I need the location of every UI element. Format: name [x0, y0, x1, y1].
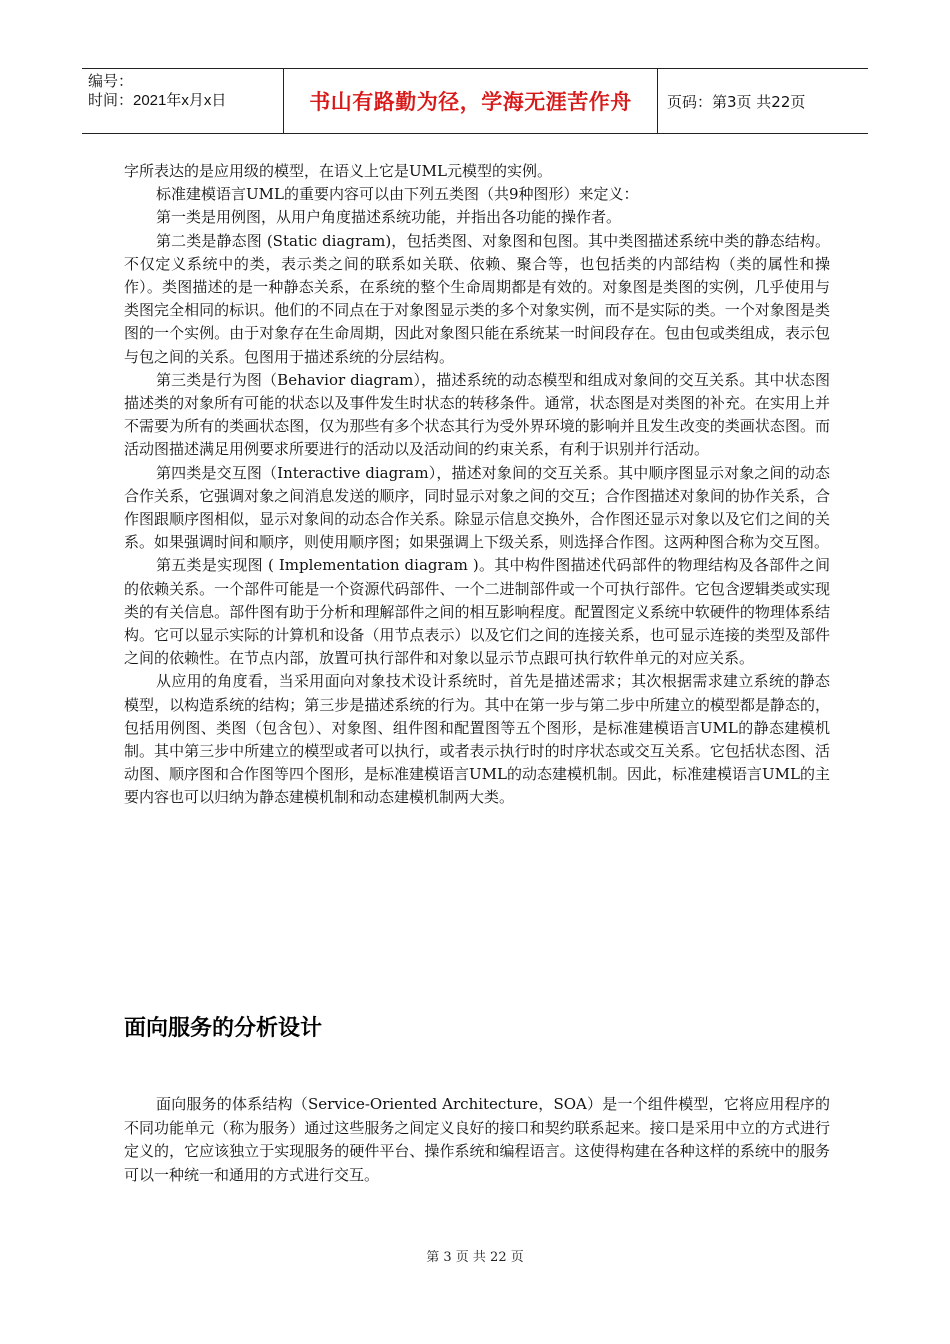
body-paragraph: 从应用的角度看，当采用面向对象技术设计系统时，首先是描述需求；其次根据需求建立系统的静态模型，以构造系统的结构；第三步是描述系统的行为。其中在第一步与第二步中所建立的模型都是静态的，包括用例图、类图（包含包）、对象图、组件图和配置图等五个图形，是标准建模语言UML的静态建模机制。其中第三步中所建立的模型或者可以执行，或者表示执行时的时序状态或交互关系。它包括状态图、活动图、顺序图和合作图等四个图形，是标准建模语言UML的动态建模机制。因此，标准建模语言UML的主要内容也可以归纳为静态建模机制和动态建模机制两大类。 [124, 672, 830, 807]
body-paragraph: 标准建模语言UML的重要内容可以由下列五类图（共9种图形）来定义： [156, 185, 639, 204]
body-paragraph: 字所表达的是应用级的模型，在语义上它是UML元模型的实例。 [124, 162, 552, 180]
page-footer: 第 3 页 共 22 页 [426, 1250, 524, 1265]
section-paragraph: 面向服务的体系结构（Service-Oriented Architecture，SOA）是一个组件模型，它将应用程序的不同功能单元（称为服务）通过这些服务之间定义良好的接口和契约联系起来。接口是采用中立的方式进行定义的，它应该独立于实现服务的硬件平台、操作系统和编程语言。这使得构建在各种这样的系统中的服务可以一种统一和通用的方式进行交互。 [124, 1095, 830, 1184]
body-paragraph: 第二类是静态图 (Static diagram)，包括类图、对象图和包图。其中类图描述系统中类的静态结构。不仅定义系统中的类，表示类之间的联系如关联、依赖、聚合等，也包括类的内部结构（类的属性和操作）。类图描述的是一种静态关系，在系统的整个生命周期都是有效的。对象图是类图的实例，几乎使用与类图完全相同的标识。他们的不同点在于对象图显示类的多个对象实例，而不是实际的类。一个对象图是类图的一个实例。由于对象存在生命周期，因此对象图只能在系统某一时间段存在。包由包或类组成，表示包与包之间的关系。包图用于描述系统的分层结构。 [124, 231, 830, 366]
body-paragraph: 第一类是用例图，从用户角度描述系统功能，并指出各功能的操作者。 [156, 208, 622, 227]
header-motto: 书山有路勤为径，学海无涯苦作舟 [283, 69, 658, 133]
section-heading: 面向服务的分析设计 [124, 1016, 323, 1041]
header-page-label: 页码：第3页 共22页 [667, 92, 806, 111]
header-time-label: 时间：2021年x月x日 [88, 92, 227, 109]
header-number-label: 编号： [88, 73, 134, 90]
document-body [124, 160, 830, 810]
body-paragraph: 第四类是交互图（Interactive diagram），描述对象间的交互关系。其中顺序图显示对象之间的动态合作关系，它强调对象之间消息发送的顺序，同时显示对象之间的交互；合作图描述对象间的协作关系，合作图跟顺序图相似，显示对象间的动态合作关系。除显示信息交换外，合作图还显示对象以及它们之间的关系。如果强调时间和顺序，则使用顺序图；如果强调上下级关系，则选择合作图。这两种图合称为交互图。 [124, 463, 830, 552]
section-body [124, 1093, 830, 1187]
body-paragraph: 第三类是行为图（Behavior diagram），描述系统的动态模型和组成对象间的交互关系。其中状态图描述类的对象所有可能的状态以及事件发生时状态的转移条件。通常，状态图是对类图的补充。在实用上并不需要为所有的类画状态图，仅为那些有多个状态其行为受外界环境的影响并且发生改变的类画状态图。而活动图描述满足用例要求所要进行的活动以及活动间的约束关系，有利于识别并行活动。 [124, 370, 830, 459]
body-paragraph: 第五类是实现图 ( Implementation diagram )。其中构件图描述代码部件的物理结构及各部件之间的依赖关系。一个部件可能是一个资源代码部件、一个二进制部件或一个可执行部件。它包含逻辑类或实现类的有关信息。部件图有助于分析和理解部件之间的相互影响程度。配置图定义系统中软硬件的物理体系结构。它可以显示实际的计算机和设备（用节点表示）以及它们之间的连接关系，也可显示连接的类型及部件之间的依赖性。在节点内部，放置可执行部件和对象以显示节点跟可执行软件单元的对应关系。 [124, 556, 830, 668]
page-header [82, 68, 868, 134]
header-info-cell [82, 69, 283, 133]
